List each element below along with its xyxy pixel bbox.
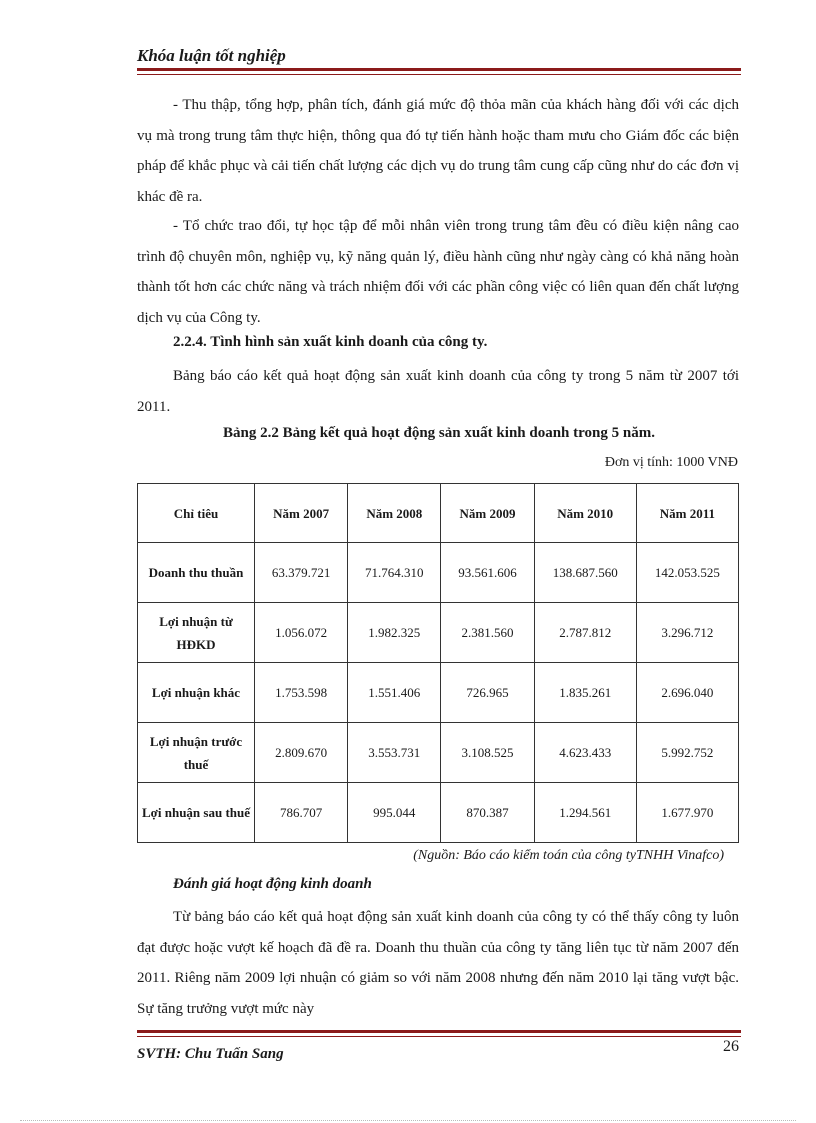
results-table	[137, 483, 739, 843]
table-cell: 4.623.433	[534, 723, 636, 783]
table-cell: 2.381.560	[441, 603, 534, 663]
paragraph-4-text: Từ bảng báo cáo kết quả hoạt động sản xuất kinh doanh của công ty có thể thấy công ty luôn đạt được hoặc vượt kế hoạch đã đề ra. Doanh thu thuần của công ty tăng liên tục từ năm 2007 đến 2011. Riêng năm 2009 lợi nhuận có giảm so với năm 2008 nhưng đến năm 2010 lại tăng vượt bậc. Sự tăng trưởng vượt mức này	[137, 909, 739, 1017]
table-cell: 1.982.325	[348, 603, 441, 663]
table-cell: 63.379.721	[255, 543, 348, 603]
paragraph-4	[137, 902, 739, 1024]
paragraph-3	[137, 361, 739, 422]
table-header-row	[138, 484, 739, 543]
header-rule-thick	[137, 68, 741, 71]
table-row	[138, 603, 739, 663]
paragraph-2	[137, 211, 739, 333]
table-cell: 3.108.525	[441, 723, 534, 783]
table-cell: 2.787.812	[534, 603, 636, 663]
page-number: 26	[723, 1038, 739, 1055]
table-row	[138, 663, 739, 723]
table-header-cell: Năm 2009	[441, 484, 534, 543]
table-header-cell: Năm 2010	[534, 484, 636, 543]
footer-author: SVTH: Chu Tuấn Sang	[137, 1046, 284, 1062]
page-bottom-divider	[20, 1120, 796, 1121]
section-heading: 2.2.4. Tình hình sản xuất kinh doanh của công ty.	[173, 334, 488, 350]
row-label: Lợi nhuận trước thuế	[138, 723, 255, 783]
table-cell: 1.753.598	[255, 663, 348, 723]
paragraph-3-text: Bảng báo cáo kết quả hoạt động sản xuất kinh doanh của công ty trong 5 năm từ 2007 tới 2011.	[137, 368, 739, 415]
row-label: Lợi nhuận sau thuế	[138, 783, 255, 843]
evaluation-subheading: Đánh giá hoạt động kinh doanh	[173, 876, 372, 892]
table-cell: 1.551.406	[348, 663, 441, 723]
header-rule-thin	[137, 74, 741, 75]
table-cell: 786.707	[255, 783, 348, 843]
table-cell: 1.677.970	[636, 783, 738, 843]
footer-rule-thick	[137, 1030, 741, 1033]
table-cell: 1.835.261	[534, 663, 636, 723]
table-cell: 726.965	[441, 663, 534, 723]
table-cell: 1.056.072	[255, 603, 348, 663]
row-label: Doanh thu thuần	[138, 543, 255, 603]
table-cell: 870.387	[441, 783, 534, 843]
table-row	[138, 723, 739, 783]
table-header-cell: Năm 2007	[255, 484, 348, 543]
footer-rule-thin	[137, 1036, 741, 1037]
row-label: Lợi nhuận từ HĐKD	[138, 603, 255, 663]
table-unit: Đơn vị tính: 1000 VNĐ	[604, 455, 738, 470]
table-cell: 71.764.310	[348, 543, 441, 603]
table-header-cell: Năm 2011	[636, 484, 738, 543]
table-header-cell: Chỉ tiêu	[138, 484, 255, 543]
table-cell: 138.687.560	[534, 543, 636, 603]
paragraph-1	[137, 90, 739, 212]
row-label: Lợi nhuận khác	[138, 663, 255, 723]
table-header-cell: Năm 2008	[348, 484, 441, 543]
table-cell: 142.053.525	[636, 543, 738, 603]
table-cell: 3.296.712	[636, 603, 738, 663]
paragraph-1-text: - Thu thập, tổng hợp, phân tích, đánh giá mức độ thỏa mãn của khách hàng đối với các dịch vụ mà trong trung tâm thực hiện, thông qua đó tự tiến hành hoặc tham mưu cho Giám đốc các biện pháp để khắc phục và cải tiến chất lượng các dịch vụ do trung tâm cung cấp cũng như do các đơn vị khác đề ra.	[137, 97, 739, 205]
table-cell: 1.294.561	[534, 783, 636, 843]
table-cell: 5.992.752	[636, 723, 738, 783]
table-row	[138, 783, 739, 843]
table-cell: 995.044	[348, 783, 441, 843]
paragraph-2-text: - Tổ chức trao đổi, tự học tập để mỗi nhân viên trong trung tâm đều có điều kiện nâng cao trình độ chuyên môn, nghiệp vụ, kỹ năng quản lý, điều hành cũng như ngày càng có khả năng hoàn thành tốt hơn các chức năng và trách nhiệm đối với các phần công việc có liên quan đến chất lượng dịch vụ của Công ty.	[137, 218, 739, 326]
table-cell: 2.809.670	[255, 723, 348, 783]
table-row	[138, 543, 739, 603]
table-cell: 93.561.606	[441, 543, 534, 603]
table-source-note: (Nguồn: Báo cáo kiểm toán của công tyTNHH Vinafco)	[413, 848, 724, 863]
table-cell: 3.553.731	[348, 723, 441, 783]
table-caption: Bảng 2.2 Bảng kết quả hoạt động sản xuất kinh doanh trong 5 năm.	[223, 425, 655, 441]
document-header-title: Khóa luận tốt nghiệp	[137, 46, 286, 65]
table-cell: 2.696.040	[636, 663, 738, 723]
